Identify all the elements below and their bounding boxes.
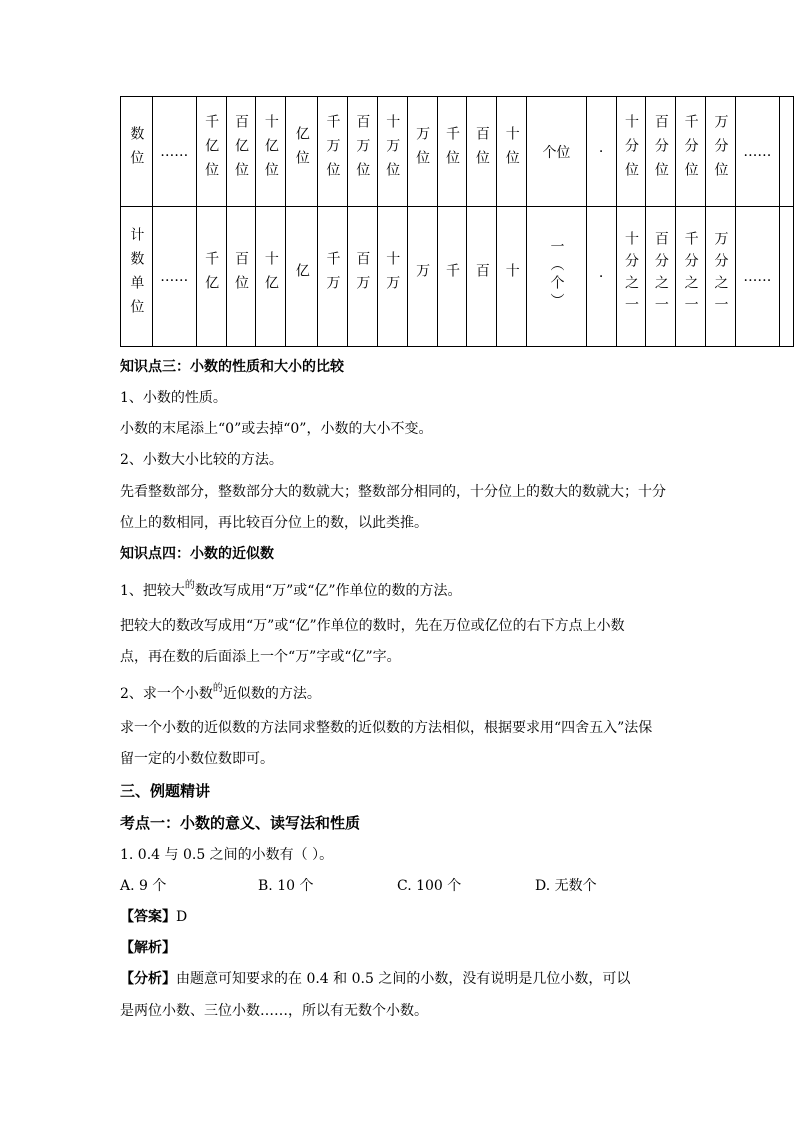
table-cell: 十亿位	[256, 97, 286, 207]
table-row	[121, 97, 794, 207]
table-cell: 十万	[377, 207, 407, 347]
kp4-text2b: 留一定的小数位数即可。	[120, 751, 274, 767]
table-cell: 一（个）	[527, 207, 587, 347]
table-cell: 百位	[467, 97, 497, 207]
option-b: B. 10 个	[258, 878, 314, 894]
table-cell: ……	[735, 207, 779, 347]
decimal-point-cell: ·	[586, 207, 616, 347]
table-cell: 亿	[286, 207, 318, 347]
kp4-title: 知识点四：小数的近似数	[120, 546, 274, 562]
question-stem: 1. 0.4 与 0.5 之间的小数有（ ）。	[120, 847, 334, 863]
table-cell	[779, 97, 793, 207]
table-cell: 亿位	[286, 97, 318, 207]
section-title: 三、例题精讲	[120, 782, 211, 800]
table-cell: 百亿位	[226, 97, 256, 207]
kp4-text1b: 点，再在数的后面添上一个“万”字或“亿”字。	[120, 649, 401, 665]
table-cell: 万分之一	[706, 207, 736, 347]
row-header: 计数单位	[121, 207, 153, 347]
option-a: A. 9 个	[120, 878, 167, 894]
fenxi-line-a: 【分析】由题意可知要求的在 0.4 和 0.5 之间的小数，没有说明是几位小数，可以	[120, 971, 631, 987]
answer-tag: 【答案】	[120, 909, 176, 925]
table-cell: 百分之一	[646, 207, 676, 347]
kp3-item2: 2、小数大小比较的方法。	[120, 452, 283, 468]
table-row	[121, 207, 794, 347]
table-cell: 千位	[437, 97, 467, 207]
kp3-text2a: 先看整数部分，整数部分大的数就大；整数部分相同的，十分位上的数大的数就大；十分	[120, 484, 666, 500]
table-cell: 千亿	[196, 207, 226, 347]
answer-value: D	[176, 909, 188, 925]
table-cell: 十位	[497, 97, 527, 207]
table-cell: 万分位	[706, 97, 736, 207]
table-cell: 十分之一	[616, 207, 646, 347]
kp4-text1a: 把较大的数改写成用“万”或“亿”作单位的数时，先在万位或亿位的右下方点上小数	[120, 618, 625, 634]
table-cell: 十分位	[616, 97, 646, 207]
fenxi-line-b: 是两位小数、三位小数……，所以有无数个小数。	[120, 1003, 428, 1019]
kp4-text2a: 求一个小数的近似数的方法同求整数的近似数的方法相似，根据要求用“四舍五入”法保	[120, 720, 653, 736]
table-cell: 个位	[527, 97, 587, 207]
kp3-text1: 小数的末尾添上“0”或去掉“0”，小数的大小不变。	[120, 421, 433, 437]
table-cell: 千	[437, 207, 467, 347]
table-cell: 万位	[407, 97, 437, 207]
table-cell: 百万位	[347, 97, 377, 207]
analysis-line	[120, 937, 176, 957]
table-cell: 百位	[226, 207, 256, 347]
decimal-point-cell: ·	[586, 97, 616, 207]
table-cell: 千万	[318, 207, 348, 347]
table-cell: 百	[467, 207, 497, 347]
table-cell: 千分之一	[676, 207, 706, 347]
option-d: D. 无数个	[535, 878, 597, 894]
kp3-text2b: 位上的数相同，再比较百分位上的数，以此类推。	[120, 515, 428, 531]
table-cell: 十万位	[377, 97, 407, 207]
table-cell: 十亿	[256, 207, 286, 347]
table-cell: 百万	[347, 207, 377, 347]
table-cell: 十	[497, 207, 527, 347]
kp4-item1: 1、把较大$^的$数改写成用“万”或“亿”作单位的数的方法。	[120, 580, 462, 599]
row-header: 数位	[121, 97, 153, 207]
table-cell: 千亿位	[196, 97, 226, 207]
table-cell: ……	[152, 97, 196, 207]
answer-line	[120, 906, 187, 926]
table-cell: ……	[152, 207, 196, 347]
kp4-item2: 2、求一个小数$^的$近似数的方法。	[120, 683, 321, 702]
exam-point-title: 考点一：小数的意义、读写法和性质	[120, 814, 361, 832]
table-cell: 万	[407, 207, 437, 347]
table-cell: ……	[735, 97, 779, 207]
table-cell: 千分位	[676, 97, 706, 207]
place-value-table	[120, 96, 794, 347]
kp3-item1: 1、小数的性质。	[120, 390, 227, 406]
option-c: C. 100 个	[397, 878, 462, 894]
fenxi-tag: 【分析】	[120, 971, 176, 987]
table-cell	[779, 207, 793, 347]
table-cell: 千万位	[318, 97, 348, 207]
kp3-title: 知识点三：小数的性质和大小的比较	[120, 359, 344, 375]
analysis-tag: 【解析】	[120, 940, 176, 956]
table-cell: 百分位	[646, 97, 676, 207]
